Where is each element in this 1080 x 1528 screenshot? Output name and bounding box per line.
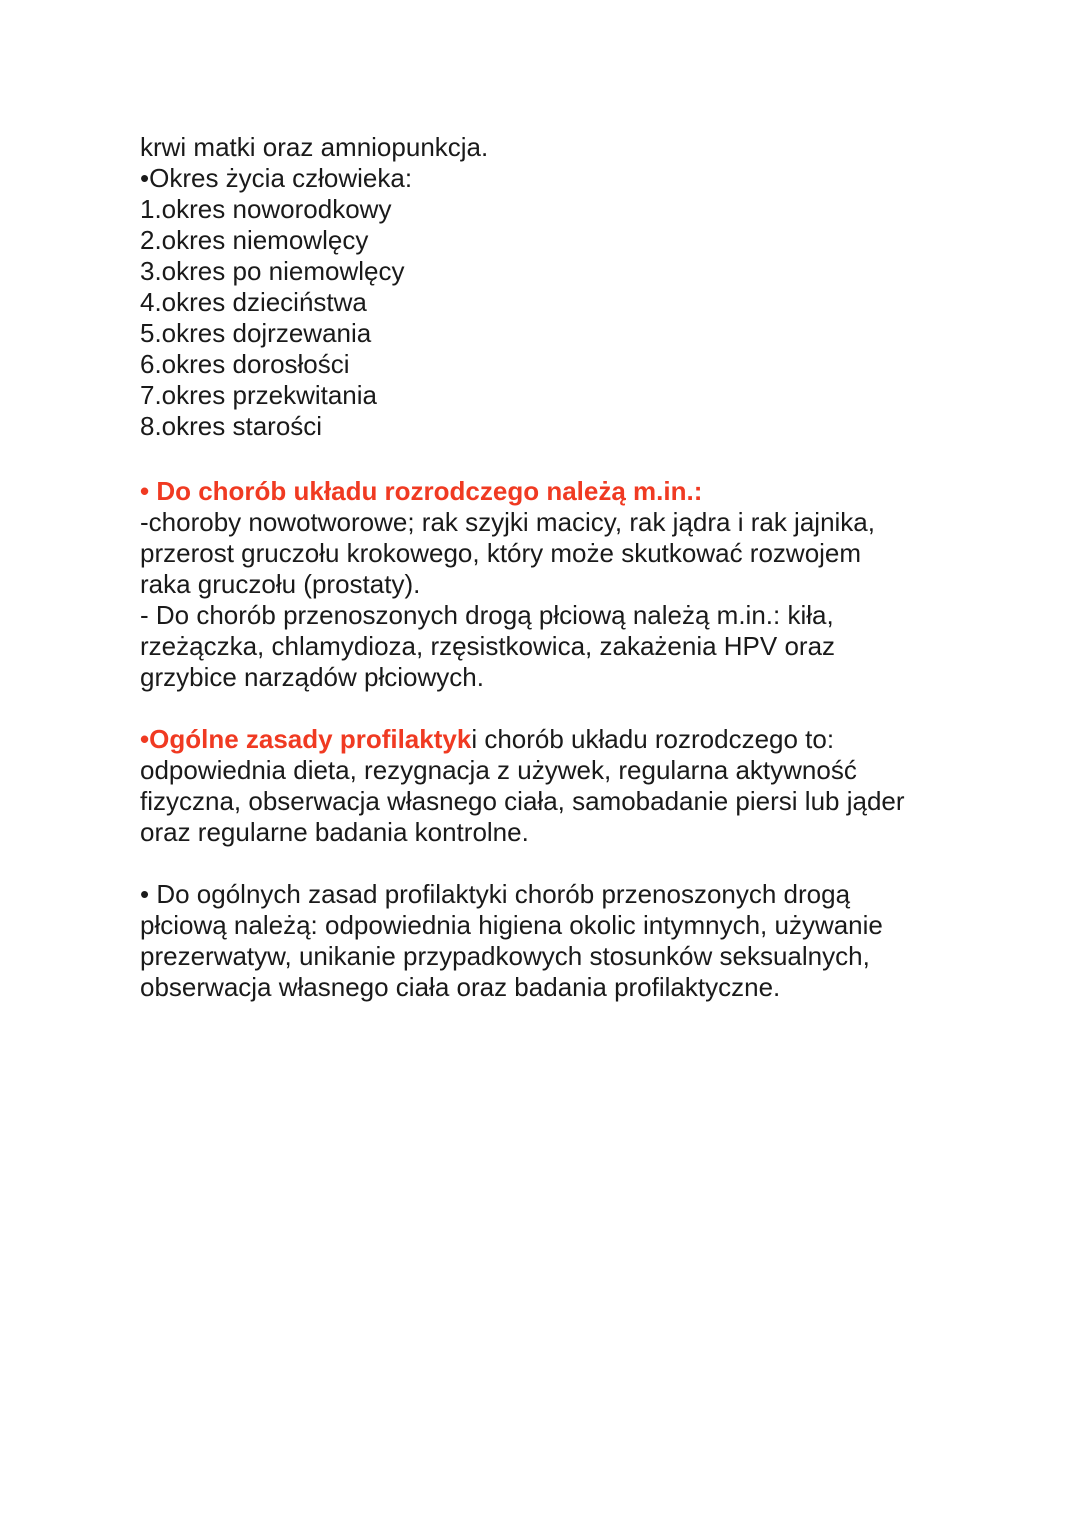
prevention-paragraph [140, 724, 960, 848]
prevention-first-line [140, 724, 960, 755]
list-item: 8.okres starości [140, 411, 323, 441]
paragraph-line: oraz regularne badania kontrolne. [140, 817, 529, 847]
paragraph-line: • Do ogólnych zasad profilaktyki chorób przenoszonych drogą [140, 879, 851, 909]
document-content [140, 132, 960, 1003]
paragraph-line: -choroby nowotworowe; rak szyjki macicy, rak jądra i rak jajnika, [140, 507, 875, 537]
list-item: 5.okres dojrzewania [140, 318, 372, 348]
prevention-heading-rest: i chorób układu rozrodczego to: [471, 724, 835, 754]
diseases-heading: • Do chorób układu rozrodczego należą m.in.: [140, 476, 703, 506]
paragraph-line: - Do chorób przenoszonych drogą płciową należą m.in.: kiła, [140, 600, 834, 630]
list-item: 4.okres dzieciństwa [140, 287, 367, 317]
list-item: 3.okres po niemowlęcy [140, 256, 405, 286]
paragraph-line: przerost gruczołu krokowego, który może skutkować rozwojem [140, 538, 862, 568]
prevention-heading: •Ogólne zasady profilaktyk [140, 724, 472, 754]
paragraph-spacer [140, 693, 960, 724]
paragraph-spacer [140, 848, 960, 879]
list-item: 6.okres dorosłości [140, 349, 350, 379]
paragraph-line: obserwacja własnego ciała oraz badania profilaktyczne. [140, 972, 781, 1002]
paragraph-line: płciową należą: odpowiednia higiena okolic intymnych, używanie [140, 910, 883, 940]
list-item: 1.okres noworodkowy [140, 194, 392, 224]
paragraph-line: fizyczna, obserwacja własnego ciała, samobadanie piersi lub jąder [140, 786, 905, 816]
list-item: 2.okres niemowlęcy [140, 225, 369, 255]
intro-line: krwi matki oraz amniopunkcja. [140, 132, 489, 162]
std-prevention-paragraph [140, 879, 960, 1003]
life-periods-heading: •Okres życia człowieka: [140, 163, 413, 193]
paragraph-line: grzybice narządów płciowych. [140, 662, 484, 692]
paragraph-line: raka gruczołu (prostaty). [140, 569, 421, 599]
paragraph-line: rzeżączka, chlamydioza, rzęsistkowica, zakażenia HPV oraz [140, 631, 836, 661]
paragraph-line: odpowiednia dieta, rezygnacja z używek, regularna aktywność [140, 755, 857, 785]
list-item: 7.okres przekwitania [140, 380, 377, 410]
paragraph-line: prezerwatyw, unikanie przypadkowych stosunków seksualnych, [140, 941, 870, 971]
paragraph-spacer [140, 442, 960, 473]
diseases-paragraph [140, 507, 960, 693]
life-periods-list [140, 194, 960, 442]
